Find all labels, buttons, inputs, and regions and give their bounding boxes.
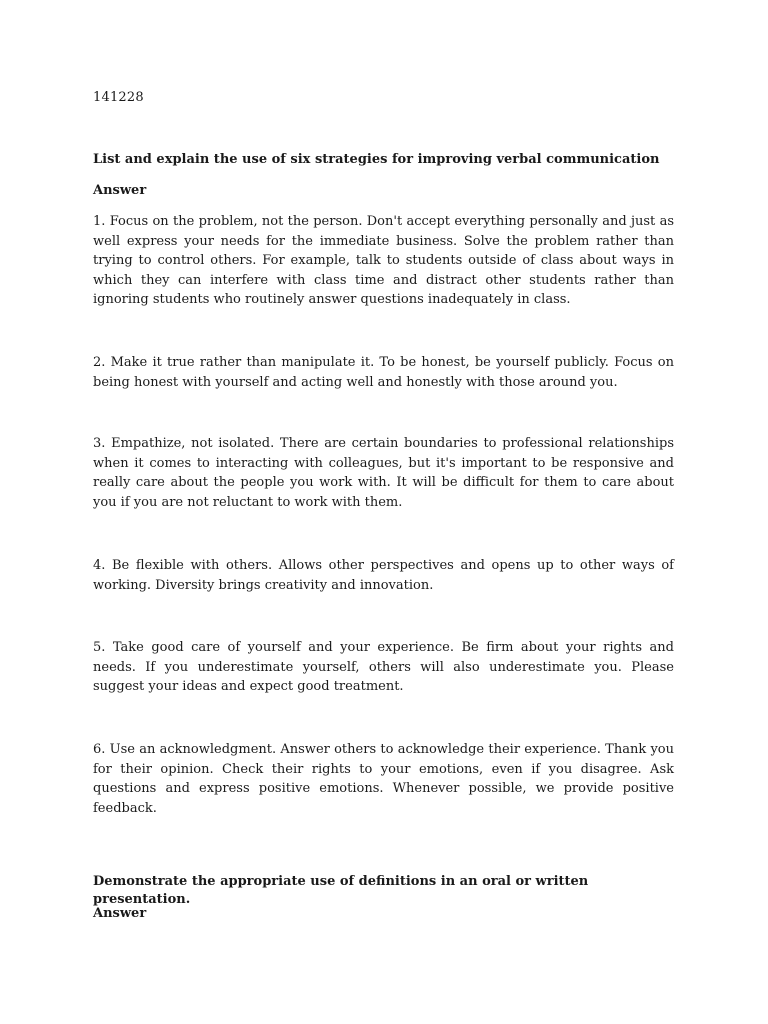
strategy-paragraph-5: 5. Take good care of yourself and your experience. Be firm about your rights and needs. If you underestimate yourself, others will also underestimate you. Please suggest your ideas and expect good treatment. bbox=[93, 640, 674, 695]
strategy-paragraph-3: 3. Empathize, not isolated. There are certain boundaries to professional relationships when it comes to interacting with colleagues, but it's important to be responsive and really care about the people you work with. It will be difficult for them to care about you if you are not reluctant to work with them. bbox=[93, 436, 674, 510]
strategy-paragraph-4: 4. Be flexible with others. Allows other perspectives and opens up to other ways of working. Diversity brings creativity and innovation. bbox=[93, 558, 674, 593]
question-heading-2: Demonstrate the appropriate use of definitions in an oral or written presentation. bbox=[93, 874, 589, 907]
strategy-paragraph-6: 6. Use an acknowledgment. Answer others to acknowledge their experience. Thank you for their opinion. Check their rights to your emotions, even if you disagree. Ask questions and express positive emotions. Whenever possible, we provide positive feedback. bbox=[93, 742, 674, 816]
question-heading-1: List and explain the use of six strategies for improving verbal communication bbox=[93, 152, 660, 167]
strategy-paragraph-2: 2. Make it true rather than manipulate it. To be honest, be yourself publicly. Focus on being honest with yourself and acting well and honestly with those around you. bbox=[93, 355, 674, 390]
document-id: 141228 bbox=[93, 90, 144, 105]
answer-label-2: Answer bbox=[93, 906, 147, 921]
answer-label-1: Answer bbox=[93, 183, 147, 198]
strategy-paragraph-1: 1. Focus on the problem, not the person. Don't accept everything personally and just as well express your needs for the immediate business. Solve the problem rather than trying to control others. For example, talk to students outside of class about ways in which they can interfere with class time and distract other students rather than ignoring students who routinely answer questions inadequately in class. bbox=[93, 214, 674, 308]
